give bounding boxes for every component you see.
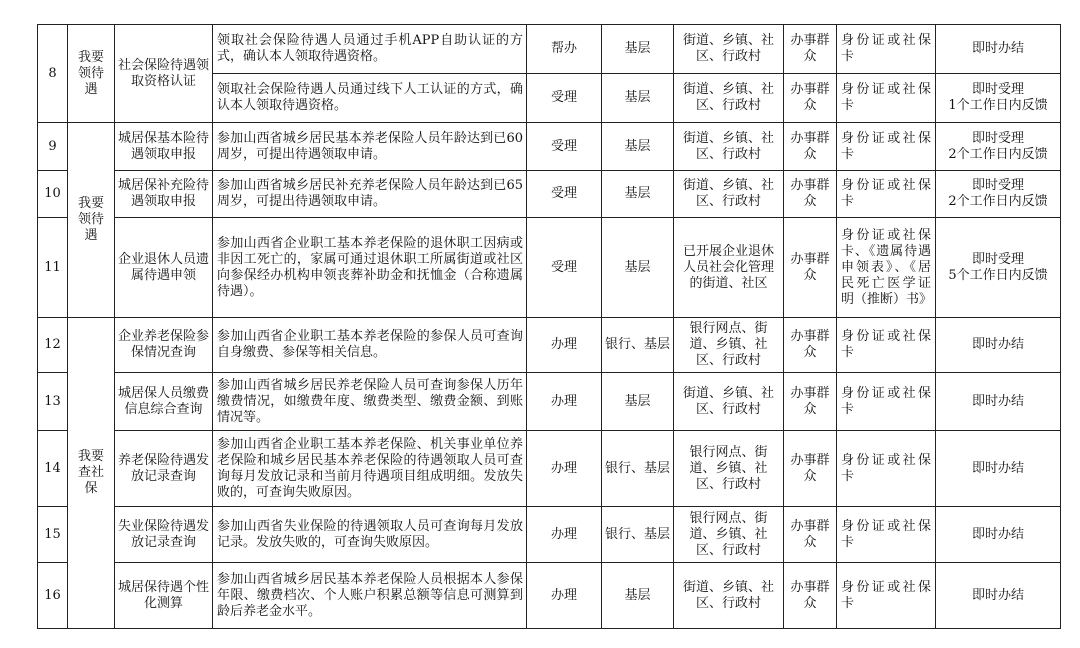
handling-level: 银行、基层 (602, 507, 674, 563)
table-row (38, 218, 1061, 318)
item-name: 养老保险待遇发放记录查询 (115, 431, 213, 507)
processing-time: 即时受理 5个工作日内反馈 (936, 218, 1061, 318)
row-number: 10 (38, 171, 68, 218)
handling-place: 已开展企业退休人员社会化管理的街道、社区 (674, 218, 784, 318)
handling-level: 基层 (602, 373, 674, 431)
item-description: 参加山西省失业保险的待遇领取人员可查询每月发放记录。发放失败的，可查询失败原因。 (213, 507, 527, 563)
processing-time: 即时办结 (936, 431, 1061, 507)
category-cell: 我要查社保 (68, 318, 115, 629)
handling-type: 帮办 (527, 25, 602, 74)
required-materials: 身份证或社保卡 (837, 171, 936, 218)
handling-type: 受理 (527, 123, 602, 171)
handling-level: 基层 (602, 218, 674, 318)
required-materials: 身份证或社保卡 (837, 431, 936, 507)
item-description: 参加山西省城乡居民养老保险人员可查询参保人历年缴费情况，如缴费年度、缴费类型、缴费金额、到账情况等。 (213, 373, 527, 431)
required-materials: 身份证或社保卡 (837, 318, 936, 373)
item-name: 企业退休人员遗属待遇申领 (115, 218, 213, 318)
row-number: 16 (38, 563, 68, 629)
handling-place: 街道、乡镇、社区、行政村 (674, 25, 784, 74)
handling-type: 受理 (527, 218, 602, 318)
required-materials: 身份证或社保卡 (837, 563, 936, 629)
item-name: 城居保人员缴费信息综合查询 (115, 373, 213, 431)
table-row (38, 373, 1061, 431)
handling-level: 银行、基层 (602, 318, 674, 373)
handling-type: 办理 (527, 373, 602, 431)
service-table (37, 24, 1061, 629)
service-target: 办事群众 (784, 563, 837, 629)
handling-place: 街道、乡镇、社区、行政村 (674, 123, 784, 171)
required-materials: 身份证或社保卡 (837, 507, 936, 563)
processing-time: 即时受理 1个工作日内反馈 (936, 74, 1061, 123)
handling-place: 街道、乡镇、社区、行政村 (674, 563, 784, 629)
handling-place: 银行网点、街道、乡镇、社区、行政村 (674, 431, 784, 507)
required-materials: 身份证或社保卡 (837, 373, 936, 431)
row-number: 14 (38, 431, 68, 507)
service-target: 办事群众 (784, 373, 837, 431)
service-target: 办事群众 (784, 171, 837, 218)
required-materials: 身份证或社保卡 (837, 123, 936, 171)
table-row (38, 318, 1061, 373)
item-description: 领取社会保险待遇人员通过手机APP自助认证的方式，确认本人领取待遇资格。 (213, 25, 527, 74)
category-cell: 我要领待遇 (68, 25, 115, 123)
required-materials: 身份证或社保卡 (837, 74, 936, 123)
handling-type: 办理 (527, 318, 602, 373)
item-name: 城居保基本险待遇领取申报 (115, 123, 213, 171)
required-materials: 身份证或社保卡、《遗属待遇申领表》、《居民死亡医学证明（推断）书》 (837, 218, 936, 318)
item-description: 参加山西省城乡居民基本养老保险人员根据本人参保年限、缴费档次、个人账户积累总额等信息可测算到龄后养老金水平。 (213, 563, 527, 629)
handling-type: 办理 (527, 507, 602, 563)
handling-type: 受理 (527, 171, 602, 218)
row-number: 8 (38, 25, 68, 123)
processing-time: 即时办结 (936, 25, 1061, 74)
processing-time: 即时办结 (936, 373, 1061, 431)
handling-place: 街道、乡镇、社区、行政村 (674, 171, 784, 218)
table-row (38, 431, 1061, 507)
table-row (38, 563, 1061, 629)
item-description: 参加山西省城乡居民补充养老保险人员年龄达到已65周岁，可提出待遇领取申请。 (213, 171, 527, 218)
table-row (38, 171, 1061, 218)
service-target: 办事群众 (784, 507, 837, 563)
processing-time: 即时办结 (936, 318, 1061, 373)
handling-level: 基层 (602, 74, 674, 123)
row-number: 9 (38, 123, 68, 171)
table-row (38, 25, 1061, 74)
handling-level: 基层 (602, 123, 674, 171)
item-description: 领取社会保险待遇人员通过线下人工认证的方式，确认本人领取待遇资格。 (213, 74, 527, 123)
handling-place: 街道、乡镇、社区、行政村 (674, 373, 784, 431)
processing-time: 即时办结 (936, 507, 1061, 563)
item-name: 城居保补充险待遇领取申报 (115, 171, 213, 218)
row-number: 11 (38, 218, 68, 318)
service-target: 办事群众 (784, 431, 837, 507)
row-number: 12 (38, 318, 68, 373)
table-row (38, 507, 1061, 563)
item-name: 失业保险待遇发放记录查询 (115, 507, 213, 563)
service-target: 办事群众 (784, 74, 837, 123)
table-row (38, 123, 1061, 171)
service-target: 办事群众 (784, 318, 837, 373)
handling-type: 办理 (527, 563, 602, 629)
item-description: 参加山西省城乡居民基本养老保险人员年龄达到已60周岁，可提出待遇领取申请。 (213, 123, 527, 171)
service-target: 办事群众 (784, 25, 837, 74)
handling-level: 基层 (602, 25, 674, 74)
item-description: 参加山西省企业职工基本养老保险的参保人员可查询自身缴费、参保等相关信息。 (213, 318, 527, 373)
handling-type: 办理 (527, 431, 602, 507)
item-name: 社会保险待遇领取资格认证 (115, 25, 213, 123)
service-target: 办事群众 (784, 123, 837, 171)
service-target: 办事群众 (784, 218, 837, 318)
required-materials: 身份证或社保卡 (837, 25, 936, 74)
processing-time: 即时办结 (936, 563, 1061, 629)
item-description: 参加山西省企业职工基本养老保险的退休职工因病或非因工死亡的，家属可通过退休职工所属街道或社区向参保经办机构申领丧葬补助金和抚恤金（合称遗属待遇）。 (213, 218, 527, 318)
handling-place: 银行网点、街道、乡镇、社区、行政村 (674, 318, 784, 373)
item-name: 企业养老保险参保情况查询 (115, 318, 213, 373)
category-cell: 我要领待遇 (68, 123, 115, 318)
handling-place: 银行网点、街道、乡镇、社区、行政村 (674, 507, 784, 563)
processing-time: 即时受理 2个工作日内反馈 (936, 171, 1061, 218)
row-number: 15 (38, 507, 68, 563)
handling-type: 受理 (527, 74, 602, 123)
handling-level: 基层 (602, 171, 674, 218)
row-number: 13 (38, 373, 68, 431)
processing-time: 即时受理 2个工作日内反馈 (936, 123, 1061, 171)
handling-place: 街道、乡镇、社区、行政村 (674, 74, 784, 123)
item-description: 参加山西省企业职工基本养老保险、机关事业单位养老保险和城乡居民基本养老保险的待遇领取人员可查询每月发放记录和当前月待遇项目组成明细。发放失败的，可查询失败原因。 (213, 431, 527, 507)
handling-level: 基层 (602, 563, 674, 629)
handling-level: 银行、基层 (602, 431, 674, 507)
item-name: 城居保待遇个性化测算 (115, 563, 213, 629)
